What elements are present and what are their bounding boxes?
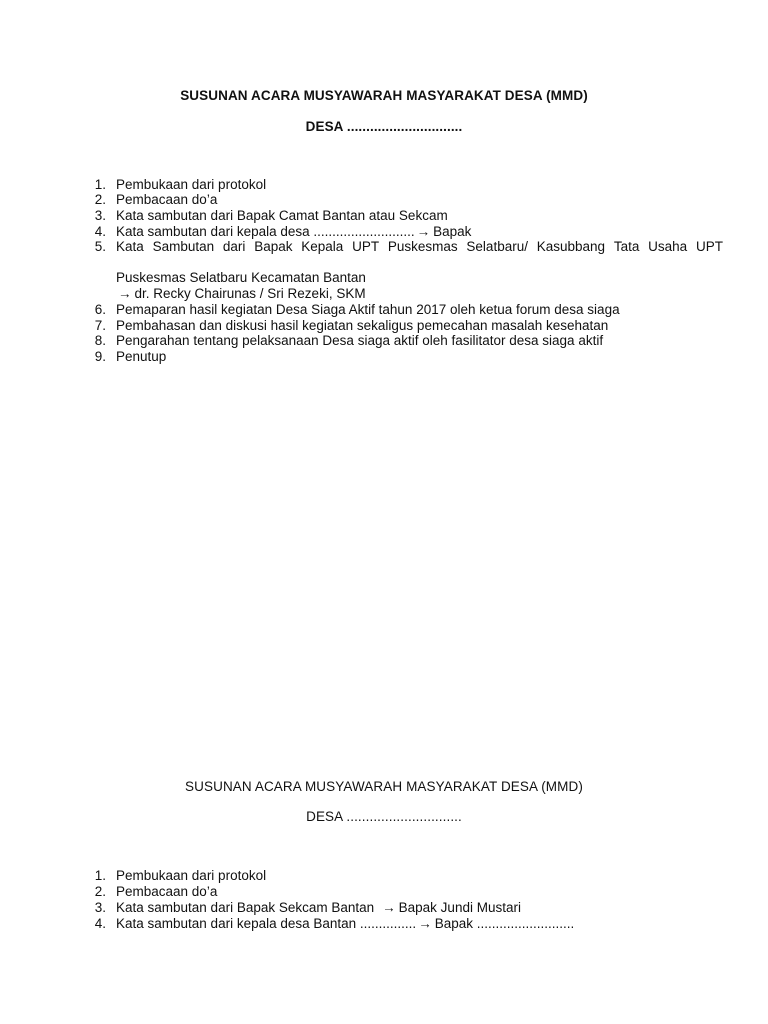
word: Bapak <box>254 239 293 254</box>
word: Kasubbang <box>536 239 606 254</box>
list-item-continuation: Puskesmas Selatbaru Kecamatan Bantan <box>116 270 366 285</box>
list-item: 4. Kata sambutan dari kepala desa Bantan ............... → Bapak .......................... <box>94 916 575 931</box>
word: Usaha <box>648 239 688 254</box>
arrow-right-icon: → <box>418 916 432 931</box>
word: dari <box>222 239 246 254</box>
list-item: 5. Kata Sambutan dari Bapak Kepala UPT Puskesmas Selatbaru/ Kasubbang Tata Usaha UPT <box>94 239 723 254</box>
word: UPT <box>352 239 380 254</box>
list-item: 3. Kata sambutan dari Bapak Camat Bantan atau Sekcam <box>94 208 448 223</box>
word: Tata <box>613 239 640 254</box>
arrow-right-icon: → <box>382 900 396 915</box>
justified-line <box>116 239 723 255</box>
list-item: 4. Kata sambutan dari kepala desa ........................... → Bapak <box>94 224 472 239</box>
list-item: 3. Kata sambutan dari Bapak Sekcam Bantan → Bapak Jundi Mustari <box>94 900 521 915</box>
word: Kata <box>116 239 144 254</box>
word: UPT <box>695 239 723 254</box>
doc2-subtitle: DESA .............................. <box>306 809 462 824</box>
list-item: 2. Pembacaan do’a <box>94 192 218 207</box>
list-item: 1. Pembukaan dari protokol <box>94 177 267 192</box>
list-item: 8. Pengarahan tentang pelaksanaan Desa siaga aktif oleh fasilitator desa siaga aktif <box>94 333 604 348</box>
word: Kepala <box>301 239 344 254</box>
list-item: 7. Pembahasan dan diskusi hasil kegiatan sekaligus pemecahan masalah kesehatan <box>94 318 609 333</box>
list-item-continuation: → dr. Recky Chairunas / Sri Rezeki, SKM <box>118 286 366 301</box>
arrow-right-icon: → <box>118 286 132 301</box>
doc2-title: SUSUNAN ACARA MUSYAWARAH MASYARAKAT DESA (MMD) <box>185 779 583 794</box>
list-item: 9. Penutup <box>94 349 167 364</box>
list-item: 1. Pembukaan dari protokol <box>94 868 267 883</box>
doc1-title: SUSUNAN ACARA MUSYAWARAH MASYARAKAT DESA (MMD) <box>180 88 588 103</box>
word: Selatbaru/ <box>466 239 528 254</box>
list-item: 6. Pemaparan hasil kegiatan Desa Siaga Aktif tahun 2017 oleh ketua forum desa siaga <box>94 302 620 317</box>
doc1-subtitle: DESA .............................. <box>305 119 463 134</box>
list-item: 2. Pembacaan do’a <box>94 884 218 899</box>
arrow-right-icon: → <box>416 224 431 239</box>
word: Puskesmas <box>387 239 458 254</box>
word: Sambutan <box>152 239 215 254</box>
